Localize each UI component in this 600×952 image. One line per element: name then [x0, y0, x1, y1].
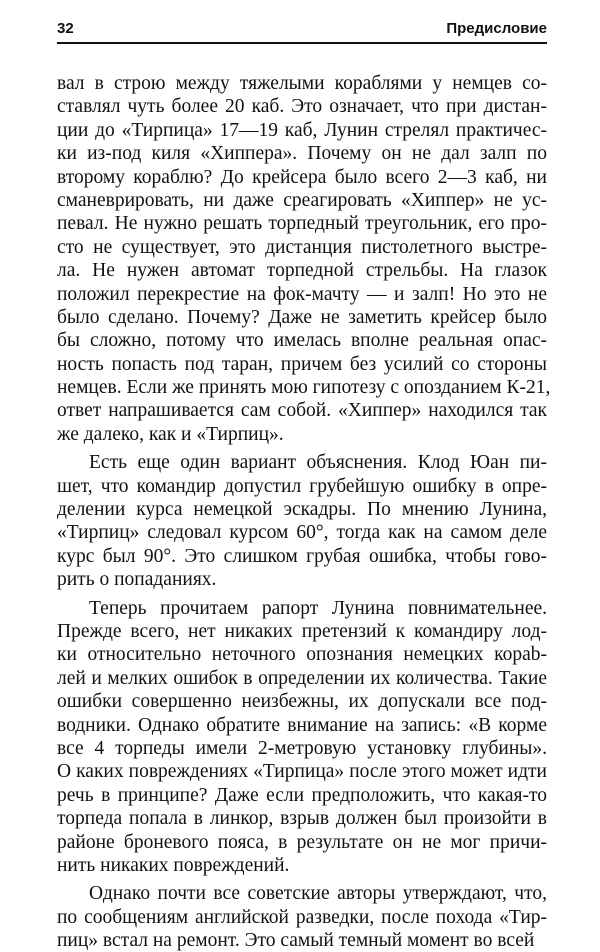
text-line: ки относительно неточного опознания немецких корab-: [57, 644, 547, 666]
text-line: водники. Однако обратите внимание на запись: «В корме: [57, 714, 547, 736]
text-line: районе броневого пояса, в результате он не мог причи-: [57, 831, 547, 853]
page-number: 32: [57, 20, 74, 37]
text-line: пиц» встал на ремонт. Это самый темный момент во всей: [57, 930, 535, 952]
text-line: курс был 90°. Это слишком грубая ошибка, чтобы гово-: [57, 545, 547, 567]
text-line: немцев. Если же принять мою гипотезу с опозданием К-21,: [57, 377, 551, 399]
text-line: же далеко, как и «Тирпиц».: [57, 423, 284, 445]
text-line: Теперь прочитаем рапорт Лунина повнимательнее.: [89, 597, 547, 619]
text-line: ки из-под киля «Хиппера». Почему он не дал залп по: [57, 143, 547, 165]
text-line: положил перекрестие на фок-мачту — и залп! Но это не: [57, 283, 547, 305]
text-line: лей и мелких ошибок в определении их количества. Такие: [57, 667, 547, 689]
text-line: певал. Не нужно решать торпедный треугольник, его про-: [57, 213, 547, 235]
paragraph: [57, 597, 547, 878]
text-line: Прежде всего, нет никаких претензий к командиру лод-: [57, 620, 547, 642]
text-line: Однако почти все советские авторы утверждают, что,: [89, 883, 547, 905]
text-line: рить о попаданиях.: [57, 569, 217, 591]
body-text: [57, 72, 551, 952]
text-line: нить никаких повреждений.: [57, 854, 290, 876]
paragraph: [57, 451, 547, 591]
text-line: ставлял чуть более 20 каб. Это означает, что при дистан-: [57, 96, 547, 118]
paragraph: [57, 72, 551, 446]
text-line: бы сложно, потому что имелась вполне реальная опас-: [57, 330, 547, 352]
text-line: речь в принципе? Даже если предположить, что какая-то: [57, 784, 547, 806]
text-line: ла. Не нужен автомат торпедной стрельбы. На глазок: [57, 260, 547, 282]
paragraph: [57, 882, 547, 952]
text-line: О каких повреждениях «Тирпица» после этого может идти: [57, 761, 547, 783]
text-line: сто не существует, это дистанция пистолетного выстре-: [57, 236, 547, 258]
text-line: ции до «Тирпица» 17—19 каб, Лунин стрелял практичес-: [57, 119, 547, 141]
text-line: торпеда попала в линкор, взрыв должен был произойти в: [57, 808, 547, 830]
text-line: ошибки совершенно неизбежны, их допускали все под-: [57, 691, 547, 713]
text-line: вал в строю между тяжелыми кораблями у немцев со-: [57, 73, 547, 94]
text-line: Есть еще один вариант объяснения. Клод Юан пи-: [89, 452, 547, 474]
text-line: было сделано. Почему? Даже не заметить крейсер было: [57, 306, 547, 328]
text-line: по сообщениям английской разведки, после похода «Тир-: [57, 906, 547, 928]
running-title: Предисловие: [446, 20, 547, 37]
text-line: сманеврировать, ни даже среагировать «Хиппер» не ус-: [57, 189, 547, 211]
text-line: «Тирпиц» следовал курсом 60°, тогда как на самом деле: [57, 522, 547, 544]
text-line: шет, что командир допустил грубейшую ошибку в опре-: [57, 475, 547, 497]
text-line: делении курса немецкой эскадры. По мнению Лунина,: [57, 499, 547, 521]
running-header: [57, 18, 547, 44]
text-line: ответ напрашивается сам собой. «Хиппер» находился так: [57, 400, 547, 422]
text-line: все 4 торпеды имели 2-метровую установку глубины».: [57, 737, 547, 759]
text-line: ность попасть под таран, причем без усилий со стороны: [57, 353, 547, 375]
text-line: второму кораблю? До крейсера было всего 2—3 каб, ни: [57, 166, 547, 188]
